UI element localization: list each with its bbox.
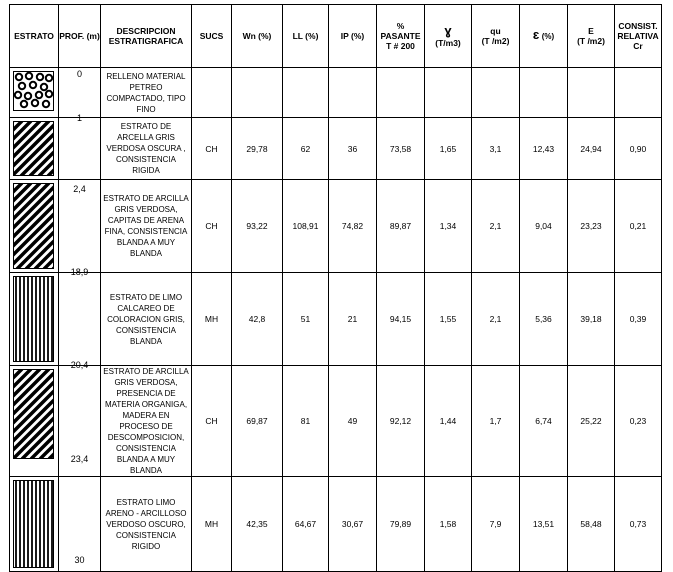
gamma-value: 1,44 [425, 366, 472, 477]
gamma-symbol: ɣ [444, 23, 452, 38]
header-ip: IP (%) [329, 5, 377, 68]
pasante-value: 79,89 [377, 477, 425, 572]
diagonal-pattern-icon [13, 369, 54, 459]
gamma-value: 1,55 [425, 273, 472, 366]
sucs-value: CH [192, 118, 232, 180]
wn-value [232, 68, 283, 118]
gamma-unit: (T/m3) [435, 38, 461, 48]
wn-value: 42,35 [232, 477, 283, 572]
depth-label: 20,4 [70, 360, 89, 370]
qu-symbol: qu [490, 26, 501, 36]
depth-cell [59, 118, 101, 180]
gamma-value: 1,34 [425, 180, 472, 273]
strata-description: ESTRATO DE ARCILLA GRIS VERDOSA, PRESENCIA DE MATERIA ORGANIGA, MADERA EN PROCESO DE DESCOMPOSICION, CONSISTENCIA BLANDA A MUY BLANDA [101, 366, 192, 477]
pasante-value: 89,87 [377, 180, 425, 273]
ll-value: 64,67 [283, 477, 329, 572]
depth-label: 0 [76, 69, 82, 79]
qu-value [472, 68, 520, 118]
depth-cell [59, 267, 101, 366]
depth-cell [59, 68, 101, 123]
eps-value: 6,74 [520, 366, 568, 477]
pasante-value [377, 68, 425, 118]
depth-label: 30 [74, 555, 85, 565]
qu-value: 3,1 [472, 118, 520, 180]
cr-value [615, 68, 662, 118]
header-wn: Wn (%) [232, 5, 283, 68]
strata-pattern-cell [10, 180, 59, 273]
qu-value: 7,9 [472, 477, 520, 572]
qu-unit: (T /m2) [481, 36, 510, 46]
e-value: 39,18 [568, 273, 615, 366]
depth-label: 23,4 [70, 454, 89, 464]
wn-value: 42,8 [232, 273, 283, 366]
gamma-value [425, 68, 472, 118]
header-descripcion: DESCRIPCION ESTRATIGRAFICA [101, 5, 192, 68]
e-value: 23,23 [568, 180, 615, 273]
soil-profile-table [9, 4, 662, 572]
eps-value: 9,04 [520, 180, 568, 273]
wn-value: 29,78 [232, 118, 283, 180]
header-gamma [425, 5, 472, 68]
table-row [10, 366, 662, 477]
eps-value [520, 68, 568, 118]
eps-symbol: ɛ [532, 27, 540, 42]
cr-value: 0,39 [615, 273, 662, 366]
cr-value: 0,21 [615, 180, 662, 273]
depth-label: 1 [76, 113, 82, 123]
pasante-value: 94,15 [377, 273, 425, 366]
e-value: 24,94 [568, 118, 615, 180]
cr-value: 0,90 [615, 118, 662, 180]
table-row [10, 68, 662, 118]
ip-value: 74,82 [329, 180, 377, 273]
header-eps [520, 5, 568, 68]
table-row [10, 477, 662, 572]
ip-value: 36 [329, 118, 377, 180]
qu-value: 2,1 [472, 273, 520, 366]
header-pasante: % PASANTE T # 200 [377, 5, 425, 68]
ip-value: 21 [329, 273, 377, 366]
depth-label: 2,4 [73, 184, 86, 194]
gamma-value: 1,58 [425, 477, 472, 572]
header-e [568, 5, 615, 68]
header-estrato: ESTRATO [10, 5, 59, 68]
header-prof: PROF. (m) [59, 5, 101, 68]
ip-value [329, 68, 377, 118]
cr-value: 0,73 [615, 477, 662, 572]
cr-value: 0,23 [615, 366, 662, 477]
vertical-pattern-icon [13, 276, 54, 362]
e-symbol: E [588, 26, 594, 36]
eps-unit: (%) [541, 32, 555, 41]
strata-description: RELLENO MATERIAL PETREO COMPACTADO, TIPO FINO [101, 68, 192, 118]
sucs-value: CH [192, 366, 232, 477]
table-row [10, 273, 662, 366]
sucs-value: MH [192, 273, 232, 366]
strata-pattern-cell [10, 366, 59, 477]
eps-value: 12,43 [520, 118, 568, 180]
table-row [10, 118, 662, 180]
sucs-value [192, 68, 232, 118]
strata-description: ESTRATO LIMO ARENO - ARCILLOSO VERDOSO OSCURO, CONSISTENCIA RIGIDO [101, 477, 192, 572]
table-row [10, 180, 662, 273]
ll-value: 62 [283, 118, 329, 180]
strata-description: ESTRATO DE ARCILLA GRIS VERDOSA, CAPITAS DE ARENA FINA, CONSISTENCIA BLANDA A MUY BLANDA [101, 180, 192, 273]
wn-value: 69,87 [232, 366, 283, 477]
ll-value: 108,91 [283, 180, 329, 273]
diagonal-pattern-icon [13, 183, 54, 269]
depth-cell [59, 180, 101, 273]
header-row [10, 5, 662, 68]
ll-value: 81 [283, 366, 329, 477]
e-unit: (T /m2) [577, 36, 605, 46]
strata-pattern-cell [10, 477, 59, 572]
strata-pattern-cell [10, 118, 59, 180]
depth-cell [59, 360, 101, 477]
gamma-value: 1,65 [425, 118, 472, 180]
strata-description: ESTRATO DE LIMO CALCAREO DE COLORACION GRIS, CONSISTENCIA BLANDA [101, 273, 192, 366]
vertical-pattern-icon [13, 480, 54, 568]
e-value [568, 68, 615, 118]
header-sucs: SUCS [192, 5, 232, 68]
ll-value: 51 [283, 273, 329, 366]
sucs-value: CH [192, 180, 232, 273]
ip-value: 49 [329, 366, 377, 477]
strata-pattern-cell [10, 68, 59, 118]
gravel-pattern-icon [13, 71, 54, 111]
qu-value: 2,1 [472, 180, 520, 273]
e-value: 58,48 [568, 477, 615, 572]
ip-value: 30,67 [329, 477, 377, 572]
header-qu [472, 5, 520, 68]
strata-pattern-cell [10, 273, 59, 366]
wn-value: 93,22 [232, 180, 283, 273]
depth-cell [59, 477, 101, 572]
pasante-value: 92,12 [377, 366, 425, 477]
header-consist: CONSIST. RELATIVA Cr [615, 5, 662, 68]
diagonal-pattern-icon [13, 121, 54, 176]
strata-description: ESTRATO DE ARCELLA GRIS VERDOSA OSCURA , CONSISTENCIA RIGIDA [101, 118, 192, 180]
sucs-value: MH [192, 477, 232, 572]
header-ll: LL (%) [283, 5, 329, 68]
depth-label: 18,9 [70, 267, 89, 277]
pasante-value: 73,58 [377, 118, 425, 180]
ll-value [283, 68, 329, 118]
eps-value: 13,51 [520, 477, 568, 572]
eps-value: 5,36 [520, 273, 568, 366]
qu-value: 1,7 [472, 366, 520, 477]
e-value: 25,22 [568, 366, 615, 477]
